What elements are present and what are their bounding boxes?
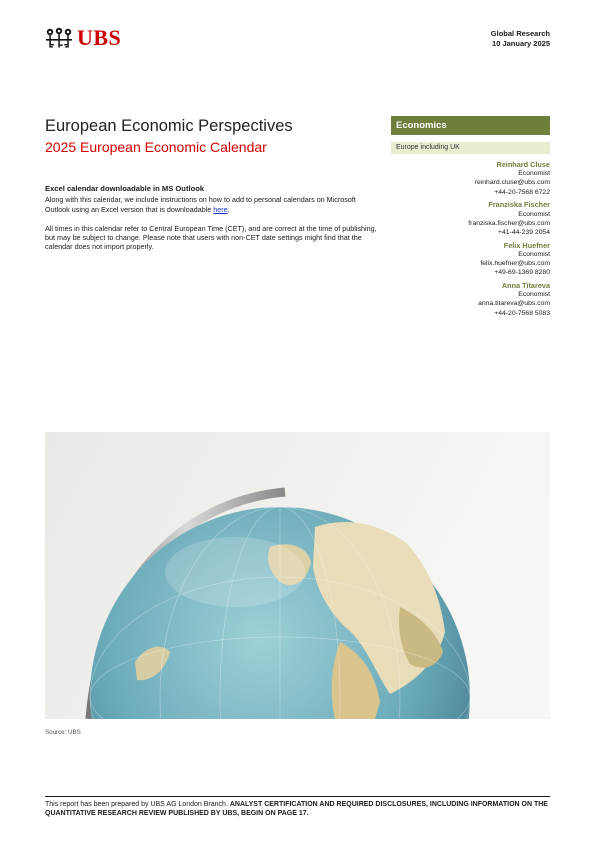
footer-divider [45,796,550,797]
report-header [491,29,550,49]
report-title: European Economic Perspectives [45,117,293,135]
author-role: Economist [518,250,550,258]
author-card [350,281,550,318]
paragraph-text: Along with this calendar, we include instructions on how to add to personal calendars on Microsoft Outlook using an Excel version that is downloadable [45,195,356,214]
footer-bold-text: ANALYST CERTIFICATION AND REQUIRED DISCLOSURES, INCLUDING INFORMATION ON THE QUANTITATIVE RESEARCH REVIEW PUBLISHED BY UBS, BEGIN ON PAGE 17. [45,801,548,817]
section-heading: Excel calendar downloadable in MS Outlook [45,184,205,193]
author-name: Felix Huefner [503,240,550,250]
author-card [350,200,550,237]
section-label: Global Research [490,29,550,38]
body-text [45,184,377,262]
author-email[interactable]: reinhard.cluse@ubs.com [474,179,550,187]
author-email[interactable]: anna.titareva@ubs.com [478,300,550,308]
author-phone: +49-69-1369 8280 [494,269,550,277]
paragraph-end: . [227,204,230,214]
footer-text: This report has been prepared by UBS AG London Branch. [45,801,230,808]
download-link[interactable]: here [213,204,228,214]
author-email[interactable]: franziska.fischer@ubs.com [468,219,550,227]
report-date: 10 January 2025 [492,39,550,48]
logo-wordmark: UBS [77,25,122,50]
author-phone: +44-20-7568 6722 [494,188,550,196]
author-phone: +44-20-7568 5083 [494,309,550,317]
author-role: Economist [518,170,550,178]
author-email[interactable]: felix.huefner@ubs.com [480,260,550,268]
author-card [350,241,550,278]
author-name: Franziska Fischer [488,200,550,210]
image-source: Source: UBS [45,729,81,736]
author-list [350,160,550,321]
report-subtitle: 2025 European Economic Calendar [45,139,267,155]
category-bar: Economics [391,116,550,135]
author-role: Economist [518,291,550,299]
globe-image [45,432,550,719]
author-card [350,160,550,197]
paragraph [45,195,377,214]
region-label: Europe including UK [391,142,550,154]
footer-disclaimer [45,800,550,818]
ubs-logo [44,26,134,50]
paragraph: All times in this calendar refer to Central European Time (CET), and are correct at the time of publishing, but may be subject to change. Please note that users with non-CET date settings might find that the calendar does not import properly. [45,223,377,252]
author-phone: +41-44-239 2054 [498,228,550,236]
author-role: Economist [518,210,550,218]
author-name: Anna Titareva [501,280,550,290]
keys-logo-icon [44,27,74,49]
globe-icon [45,432,550,719]
author-name: Reinhard Cluse [496,160,550,169]
